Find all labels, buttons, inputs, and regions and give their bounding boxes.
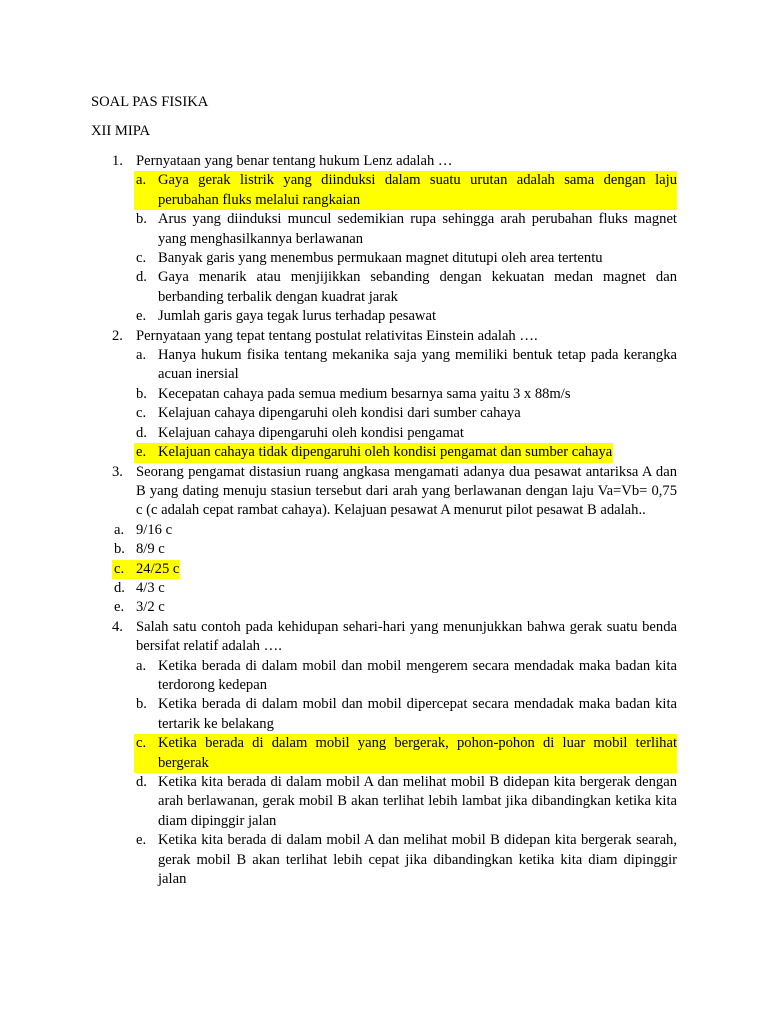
option-item xyxy=(136,404,677,423)
option-letter: a. xyxy=(136,657,147,674)
option-text: Ketika kita berada di dalam mobil A dan melihat mobil B didepan kita bergerak dengan arah berlawanan, gerak mobil B akan terlihat lebih lambat jika dibandingkan ketika kita diam dipinggir jalan xyxy=(158,774,677,829)
option-item xyxy=(136,831,677,889)
question-number: 2. xyxy=(112,327,123,344)
option-letter: c. xyxy=(114,560,125,577)
option-letter: c. xyxy=(136,735,147,752)
question-number: 1. xyxy=(112,153,123,169)
option-text: Gaya gerak listrik yang diinduksi dalam suatu urutan adalah sama dengan laju perubahan fluks melalui rangkaian xyxy=(158,172,677,208)
answer-option xyxy=(114,521,677,540)
option-text: 3/2 c xyxy=(136,599,165,616)
option-letter: b. xyxy=(136,211,147,228)
question-item xyxy=(0,618,677,890)
option-letter: b. xyxy=(136,696,147,713)
answer-option xyxy=(136,210,677,249)
answer-option-highlighted xyxy=(136,171,677,210)
answer-option xyxy=(136,307,677,326)
option-item xyxy=(136,695,677,734)
option-text: Gaya menarik atau menjijikkan sebanding dengan kekuatan medan magnet dan berbanding terbalik dengan kuadrat jarak xyxy=(158,269,677,305)
answer-option xyxy=(136,404,677,423)
question-number: 3. xyxy=(112,463,123,480)
answer-option xyxy=(136,695,677,734)
option-item xyxy=(136,385,677,404)
option-item xyxy=(114,598,677,617)
answer-option xyxy=(136,346,677,385)
option-letter: e. xyxy=(114,599,125,616)
answer-option xyxy=(136,268,677,307)
question-item xyxy=(0,152,677,327)
option-item xyxy=(136,657,677,696)
option-list xyxy=(136,346,677,462)
option-letter: d. xyxy=(136,774,147,790)
option-text: Banyak garis yang menembus permukaan magnet ditutupi oleh area tertentu xyxy=(158,250,603,267)
option-letter: e. xyxy=(136,444,147,461)
option-text: Ketika berada di dalam mobil yang bergerak, pohon-pohon di luar mobil terlihat bergerak xyxy=(158,735,677,771)
answer-option-highlighted xyxy=(114,560,180,579)
option-letter: a. xyxy=(136,347,147,364)
option-letter: e. xyxy=(136,832,147,849)
option-letter: e. xyxy=(136,308,147,325)
option-item xyxy=(114,579,677,598)
option-letter: a. xyxy=(136,172,147,189)
option-item xyxy=(114,540,677,559)
option-text: Kelajuan cahaya tidak dipengaruhi oleh kondisi pengamat dan sumber cahaya xyxy=(158,444,613,461)
option-text: Ketika berada di dalam mobil dan mobil dipercepat secara mendadak maka badan kita tertarik ke belakang xyxy=(158,696,677,732)
question-text: Seorang pengamat distasiun ruang angkasa mengamati adanya dua pesawat antariksa A dan B yang dating menuju stasiun tersebut dari arah yang berlawanan dengan laju Va=Vb= 0,75 c (c adalah cepat rambat cahaya). Kelajuan pesawat A menurut pilot pesawat B adalah.. xyxy=(136,463,677,519)
option-item xyxy=(114,560,677,579)
answer-option xyxy=(136,424,677,443)
question-number: 4. xyxy=(112,618,123,635)
option-item xyxy=(136,307,677,326)
answer-option xyxy=(136,773,677,831)
option-item xyxy=(136,249,677,268)
option-letter: c. xyxy=(136,405,147,422)
option-text: Hanya hukum fisika tentang mekanika saja yang memiliki bentuk tetap pada kerangka acuan inersial xyxy=(158,347,677,383)
option-item xyxy=(136,424,677,443)
option-letter: c. xyxy=(136,250,147,267)
option-item xyxy=(114,521,677,540)
option-text: Kelajuan cahaya dipengaruhi oleh kondisi pengamat xyxy=(158,424,464,441)
question-item xyxy=(0,463,677,618)
option-letter: b. xyxy=(114,541,125,558)
option-text: Kecepatan cahaya pada semua medium besarnya sama yaitu 3 x 88m/s xyxy=(158,385,571,402)
option-letter: d. xyxy=(136,424,147,441)
answer-option xyxy=(136,249,677,268)
option-list xyxy=(136,657,677,890)
option-item xyxy=(136,210,677,249)
option-item xyxy=(136,268,677,307)
answer-option xyxy=(114,579,677,598)
option-item xyxy=(136,346,677,385)
option-letter: d. xyxy=(114,579,125,596)
answer-option-highlighted xyxy=(136,734,677,773)
option-text: 8/9 c xyxy=(136,541,165,558)
option-letter: d. xyxy=(136,269,147,286)
document-class: XII MIPA xyxy=(91,123,151,139)
answer-option xyxy=(136,657,677,696)
option-list xyxy=(136,171,677,326)
option-item xyxy=(136,171,677,210)
option-list xyxy=(114,521,677,618)
option-text: Arus yang diinduksi muncul sedemikian rupa sehingga arah perubahan fluks magnet yang menghasilkannya berlawanan xyxy=(158,211,677,247)
answer-option xyxy=(114,540,677,559)
question-list xyxy=(0,152,768,889)
option-text: 9/16 c xyxy=(136,521,173,538)
option-text: 4/3 c xyxy=(136,579,165,596)
option-text: Jumlah garis gaya tegak lurus terhadap pesawat xyxy=(158,308,436,325)
option-item xyxy=(136,734,677,773)
option-item xyxy=(136,443,677,462)
question-text: Salah satu contoh pada kehidupan sehari-hari yang menunjukkan bahwa gerak suatu benda bersifat relatif adalah …. xyxy=(136,618,677,655)
option-letter: a. xyxy=(114,521,125,538)
option-text: Kelajuan cahaya dipengaruhi oleh kondisi dari sumber cahaya xyxy=(158,405,521,422)
answer-option xyxy=(136,385,677,404)
option-text: 24/25 c xyxy=(136,560,180,577)
option-text: Ketika berada di dalam mobil dan mobil mengerem secara mendadak maka badan kita terdorong kedepan xyxy=(158,657,677,693)
document-title: SOAL PAS FISIKA xyxy=(91,94,209,110)
question-item xyxy=(0,327,677,463)
answer-option xyxy=(114,598,677,617)
option-letter: b. xyxy=(136,385,147,402)
option-text: Ketika kita berada di dalam mobil A dan melihat mobil B didepan kita bergerak searah, gerak mobil B akan terlihat lebih cepat jika dibandingkan ketika kita diam dipinggir jalan xyxy=(158,832,677,888)
option-item xyxy=(136,773,677,831)
question-text: Pernyataan yang benar tentang hukum Lenz adalah … xyxy=(136,153,453,169)
question-text: Pernyataan yang tepat tentang postulat relativitas Einstein adalah …. xyxy=(136,327,538,344)
answer-option-highlighted xyxy=(136,443,613,462)
answer-option xyxy=(136,831,677,889)
